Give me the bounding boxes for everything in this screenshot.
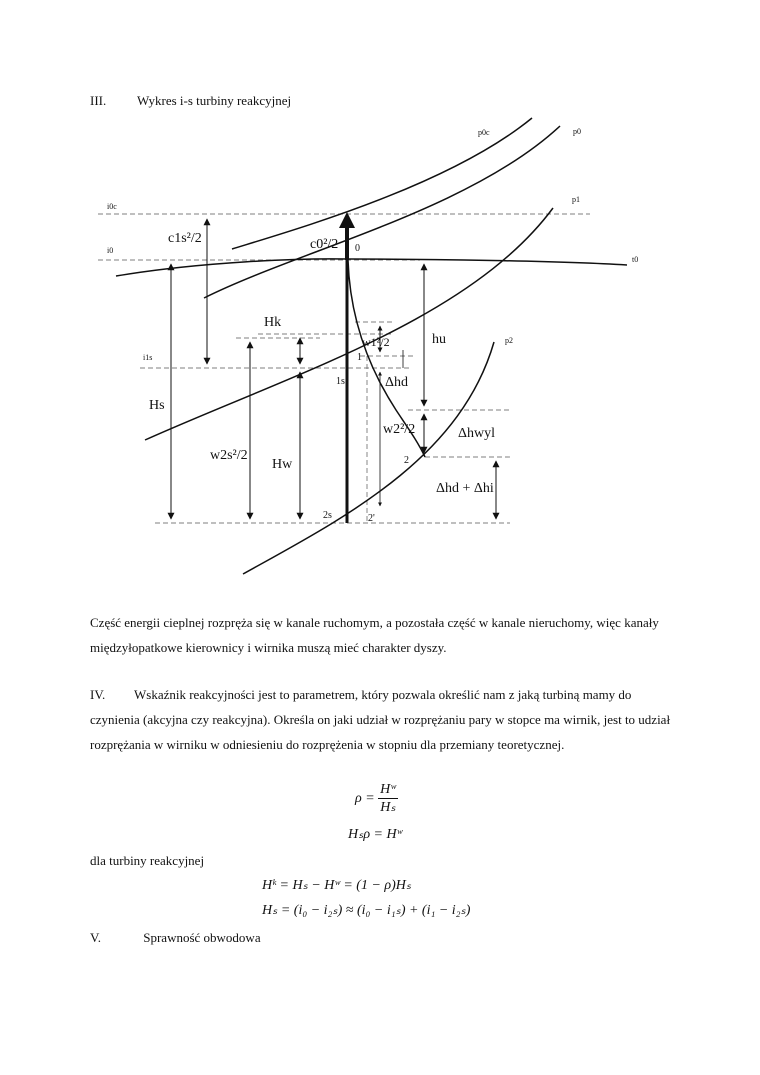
label-c0-sq: c0²/2 [310, 237, 339, 252]
label-c1s-sq: c1s²/2 [168, 231, 202, 246]
label-point-1: 1 [357, 352, 362, 363]
label-p1: p1 [572, 195, 580, 204]
label-i1s: i1s [143, 353, 153, 362]
label-w2-sq: w2²/2 [383, 422, 416, 437]
section-3-number: III. [90, 93, 107, 108]
rho-lhs: ρ = [355, 791, 375, 807]
equation-hs-rho: Hₛρ = Hʷ [348, 827, 403, 842]
equation-hk: Hᵏ = Hₛ − Hʷ = (1 − ρ)Hₛ [262, 878, 412, 893]
curve-t0 [116, 259, 627, 276]
rho-fraction [378, 782, 398, 816]
equation-rho [355, 782, 398, 816]
curve-p0 [204, 126, 560, 298]
label-w2s-sq: w2s²/2 [210, 448, 248, 463]
label-hk: Hk [264, 315, 282, 330]
label-t0: t0 [632, 255, 639, 264]
reaction-turbine-label: dla turbiny reakcyjnej [90, 853, 205, 868]
section-5-title: Sprawność obwodowa [143, 930, 261, 945]
section-5-heading [90, 930, 261, 946]
label-dhd: Δhd [385, 375, 409, 390]
label-point-1s: 1s [336, 376, 345, 387]
label-i0: i0 [107, 246, 114, 255]
rho-numerator: Hʷ [380, 782, 396, 797]
label-hs: Hs [149, 398, 165, 413]
label-dhd-dhi: Δhd + Δhi [436, 481, 494, 496]
section-4-text: Wskaźnik reakcyjności jest to parametrem, który pozwala określić nam z jaką turbiną mamy do czynienia (akcyjna czy reakcyjna). Określa on jaki udział w rozprężaniu pary w stopce ma wirnik, jest to udział rozprężania w wirniku w odniesieniu do rozprężenia w stopniu dla przemiany teoretycznej. [90, 687, 671, 752]
section-4-number: IV. [90, 687, 106, 702]
label-dhwyl: Δhwyl [458, 426, 496, 441]
label-p0c: p0c [478, 128, 490, 137]
curve-p0c [232, 118, 532, 249]
equation-hs: Hₛ = (i₀ − i₂ₛ) ≈ (i₀ − i₁ₛ) + (i₁ − i₂ₛ) [262, 903, 471, 918]
label-i0c: i0c [107, 202, 117, 211]
section-5-number: V. [90, 930, 101, 945]
label-p2: p2 [505, 336, 513, 345]
label-p0: p0 [573, 127, 581, 136]
label-w1-sq: w1²/2 [362, 335, 390, 349]
label-point-2: 2 [404, 455, 409, 466]
paragraph-energy: Część energii cieplnej rozpręża się w kanale ruchomym, a pozostała część w kanale nieruchomy, więc kanały międzyłopatkowe kierownicy i wirnika muszą mieć charakter dyszy. [90, 615, 659, 655]
section-3-title: Wykres i-s turbiny reakcyjnej [137, 93, 292, 108]
label-point-2prime: 2' [368, 513, 375, 524]
section-4-block [90, 682, 680, 757]
label-point-0: 0 [355, 243, 360, 254]
label-hw: Hw [272, 457, 293, 472]
label-point-2s: 2s [323, 510, 332, 521]
rho-denominator: Hₛ [380, 800, 396, 815]
label-hu: hu [432, 332, 446, 347]
